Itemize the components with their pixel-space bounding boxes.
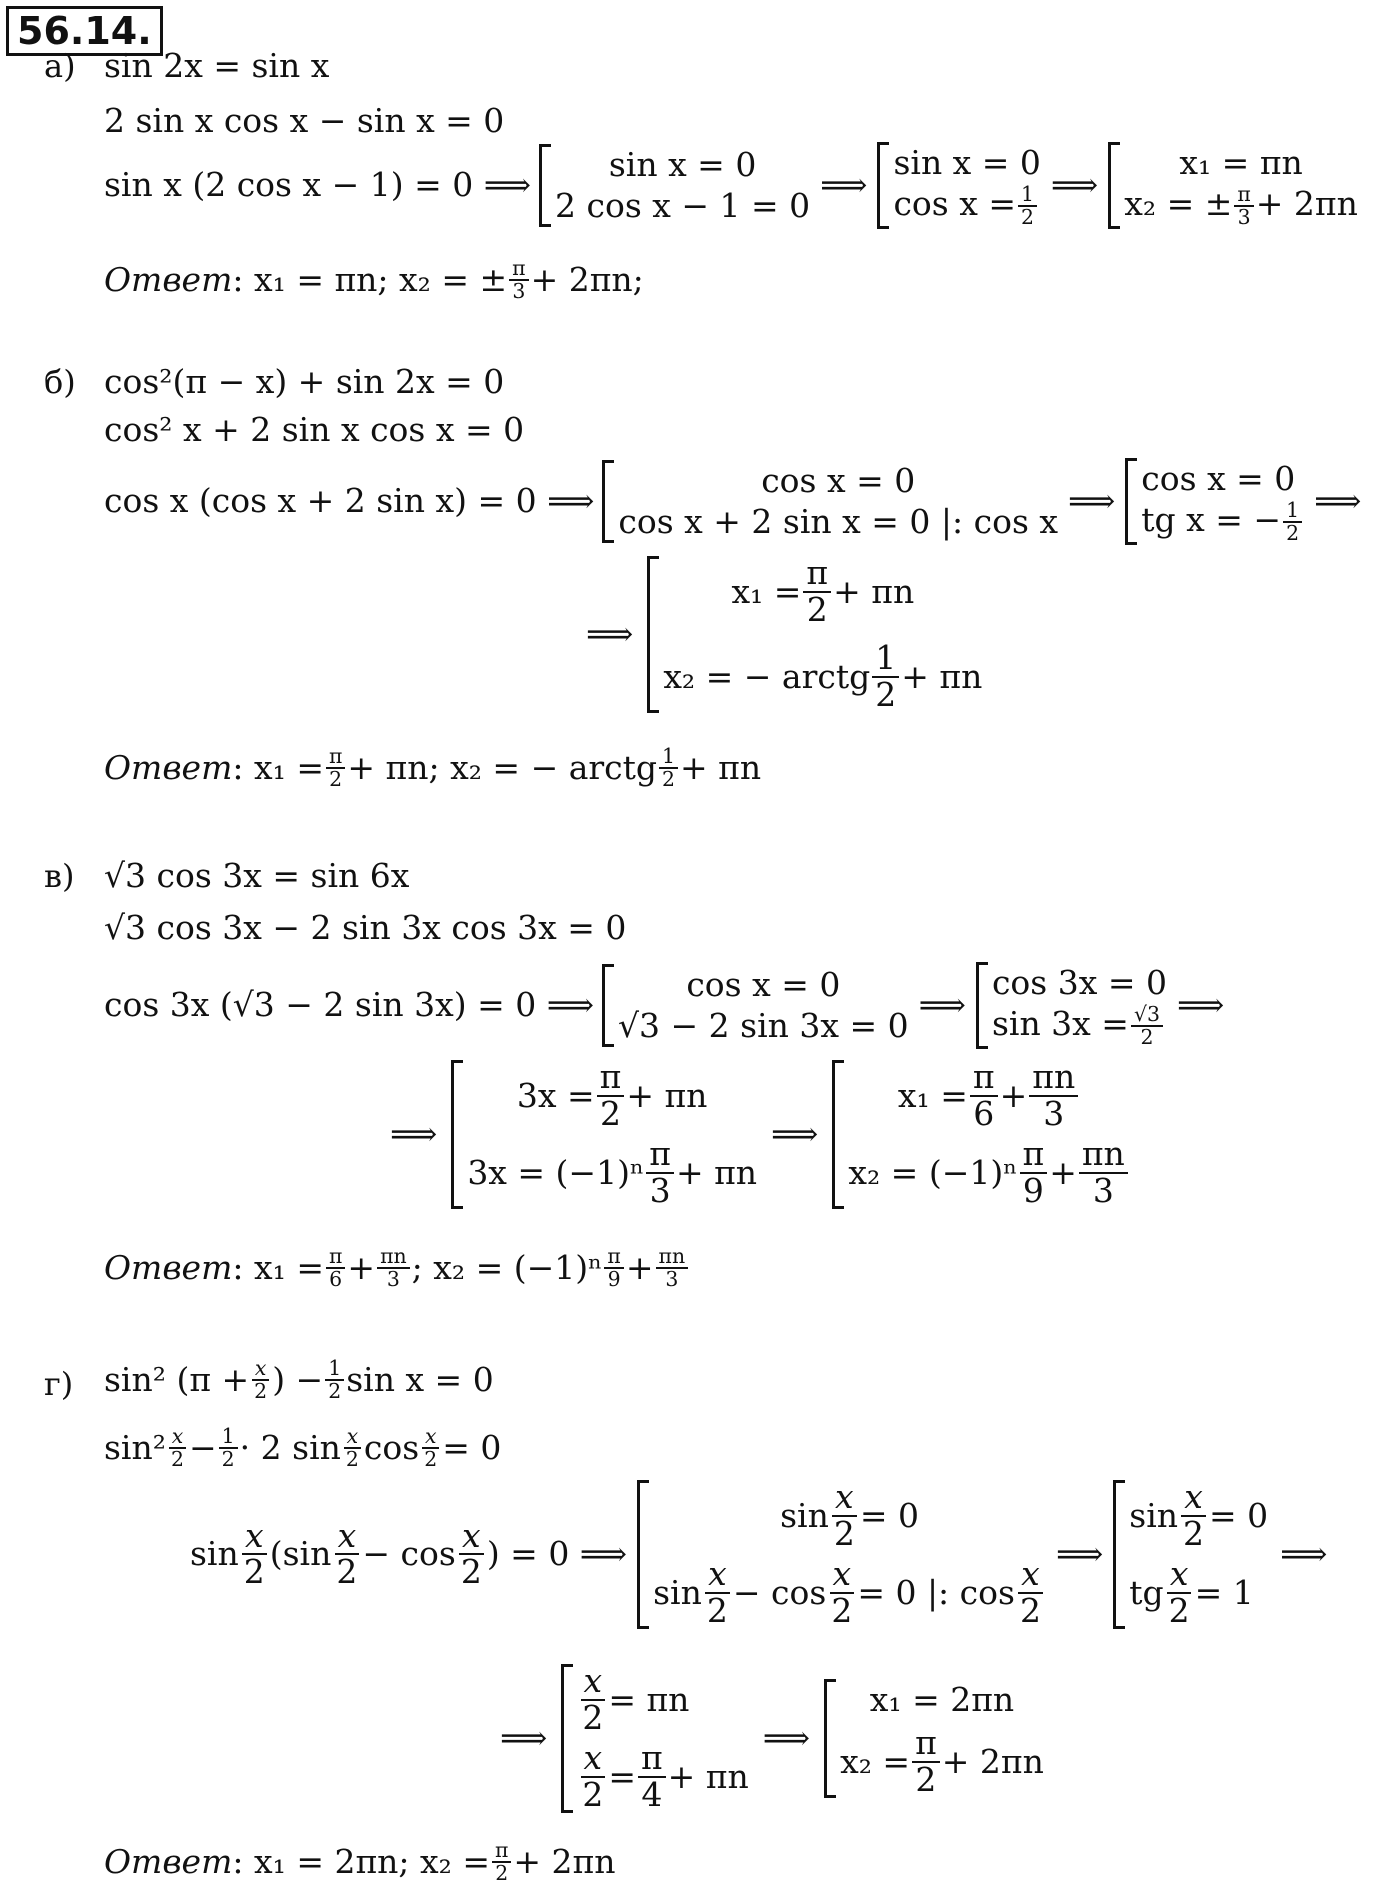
part-d-system-2: sin $\frac{x}{2}$ = 0 tg $\frac{x}{2}$ = 1 bbox=[1113, 1480, 1268, 1629]
part-a-system-3 bbox=[1108, 142, 1358, 229]
part-b-system-2: cos x = 0 tg x = − $\frac{1}{2}$ bbox=[1125, 458, 1304, 545]
part-c-answer: Ответ : x₁ = $\frac{\pi}{6}$ + $\frac{\pi n}{3}$ ; x₂ = (−1)ⁿ $\frac{\pi}{9}$ + $\frac{\pi n}{3}$ bbox=[104, 1246, 690, 1291]
part-a-step-2 bbox=[104, 142, 1358, 229]
part-c-system-2: cos 3x = 0 sin 3x = $\frac{√3}{2}$ bbox=[976, 962, 1167, 1049]
part-d-step-3: ⟹ $\frac{x}{2}$ = πn $\frac{x}{2}$ = $\frac{\pi}{4}$ + πn ⟹ x₁ = 2πn x₂ = $\frac{\pi}{2}$ + 2πn bbox=[500, 1661, 1044, 1814]
part-b-step-1: cos² x + 2 sin x cos x = 0 bbox=[104, 410, 525, 449]
part-c-step-2: cos 3x (√3 − 2 sin 3x) = 0 ⟹ cos x = 0 √3 − 2 sin 3x = 0 ⟹ cos 3x = 0 sin 3x = $\frac{√3}{2}$ ⟹ bbox=[104, 963, 1225, 1050]
part-d-step-1: sin² $\frac{x}{2}$ − $\frac{1}{2}$ · 2 sin $\frac{x}{2}$ cos $\frac{x}{2}$ = 0 bbox=[104, 1424, 502, 1472]
part-a-factored: sin x (2 cos x − 1) = 0 ⟹ bbox=[104, 165, 532, 205]
part-d-system-4: x₁ = 2πn x₂ = $\frac{\pi}{2}$ + 2πn bbox=[824, 1679, 1044, 1798]
part-b-equation: cos²(π − x) + sin 2x = 0 bbox=[104, 362, 505, 401]
answer-label: Ответ bbox=[104, 260, 233, 300]
part-d-system-1: sin $\frac{x}{2}$ = 0 sin $\frac{x}{2}$ − cos $\frac{x}{2}$ = 0 |: cos $\frac{x}{2}$ bbox=[637, 1480, 1046, 1629]
part-a-system-1-row: 2 cos x − 1 = 0 bbox=[555, 186, 811, 226]
part-b-step-2: cos x (cos x + 2 sin x) = 0 ⟹ cos x = 0 cos x + 2 sin x = 0 |: cos x ⟹ cos x = 0 tg x = − $\frac{1}{2}$ ⟹ bbox=[104, 459, 1362, 546]
part-a-equation: sin 2x = sin x bbox=[104, 46, 330, 85]
part-d-system-3: $\frac{x}{2}$ = πn $\frac{x}{2}$ = $\frac{\pi}{4}$ + πn bbox=[561, 1664, 748, 1813]
part-a-system-2-row: sin x = 0 bbox=[893, 143, 1041, 182]
part-d-answer: Ответ : x₁ = 2πn; x₂ = $\frac{\pi}{2}$ + 2πn bbox=[104, 1838, 616, 1886]
part-a-system-1-row: sin x = 0 bbox=[608, 145, 757, 185]
part-a-label: а) bbox=[44, 47, 76, 85]
part-b-label: б) bbox=[44, 363, 76, 401]
part-b-system-3: x₁ = $\frac{\pi}{2}$ + πn x₂ = − arctg $\frac{1}{2}$ + πn bbox=[647, 556, 982, 713]
part-a-system-2 bbox=[877, 142, 1040, 229]
part-c-step-1: √3 cos 3x − 2 sin 3x cos 3x = 0 bbox=[104, 908, 627, 947]
part-c-system-3: 3x = $\frac{\pi}{2}$ + πn 3x = (−1)ⁿ $\frac{\pi}{3}$ + πn bbox=[451, 1060, 757, 1209]
problem-number: 56.14. bbox=[6, 6, 163, 56]
part-c-step-3: ⟹ 3x = $\frac{\pi}{2}$ + πn 3x = (−1)ⁿ $\frac{\pi}{3}$ + πn ⟹ x₁ = $\frac{\pi}{6}$ + $\frac{\pi n}{3}$ x₂ = (−1)ⁿ $\frac{\pi}{9}$ + $\frac{\pi n}{3}$ bbox=[390, 1060, 1130, 1209]
implies-arrow: ⟹ bbox=[1050, 165, 1099, 205]
part-d-step-2: sin $\frac{x}{2}$ (sin $\frac{x}{2}$ − cos $\frac{x}{2}$ ) = 0 ⟹ sin $\frac{x}{2}$ = 0 sin $\frac{x}{2}$ − cos $\frac{x}{2}$ = 0 |: cos $\frac{x}{2}$ ⟹ sin $\frac{x}{2}$ = 0 tg $\frac{x}{2}$ = 1 ⟹ bbox=[190, 1477, 1328, 1630]
part-c-system-4: x₁ = $\frac{\pi}{6}$ + $\frac{\pi n}{3}$ x₂ = (−1)ⁿ $\frac{\pi}{9}$ + $\frac{\pi n}{3}$ bbox=[832, 1060, 1129, 1209]
part-a-system-1 bbox=[539, 144, 810, 227]
part-c-equation: √3 cos 3x = sin 6x bbox=[104, 856, 410, 895]
part-d-label: г) bbox=[44, 1365, 74, 1403]
part-b-answer: Ответ : x₁ = $\frac{\pi}{2}$ + πn; x₂ = − arctg $\frac{1}{2}$ + πn bbox=[104, 744, 762, 792]
part-b-step-3: ⟹ x₁ = $\frac{\pi}{2}$ + πn x₂ = − arctg $\frac{1}{2}$ + πn bbox=[586, 553, 983, 714]
part-a-root-1: x₁ = πn bbox=[1179, 143, 1303, 182]
part-b-system-1: cos x = 0 cos x + 2 sin x = 0 |: cos x bbox=[602, 460, 1058, 543]
part-a-system-2-row: cos x = $\frac{1}{2}$ bbox=[893, 183, 1040, 228]
part-a-step-1: 2 sin x cos x − sin x = 0 bbox=[104, 101, 505, 140]
part-a-root-2: x₂ = ± $\frac{\pi}{3}$ + 2πn bbox=[1124, 181, 1358, 230]
part-c-label: в) bbox=[44, 857, 75, 895]
implies-arrow: ⟹ bbox=[820, 165, 868, 205]
part-a-answer: Ответ : x₁ = πn; x₂ = ± $\frac{\pi}{3}$ + 2πn; bbox=[104, 256, 644, 304]
part-d-equation: sin² (π + $\frac{x}{2}$ ) − $\frac{1}{2}$ sin x = 0 bbox=[104, 1356, 494, 1404]
part-c-system-1: cos x = 0 √3 − 2 sin 3x = 0 bbox=[602, 964, 909, 1047]
